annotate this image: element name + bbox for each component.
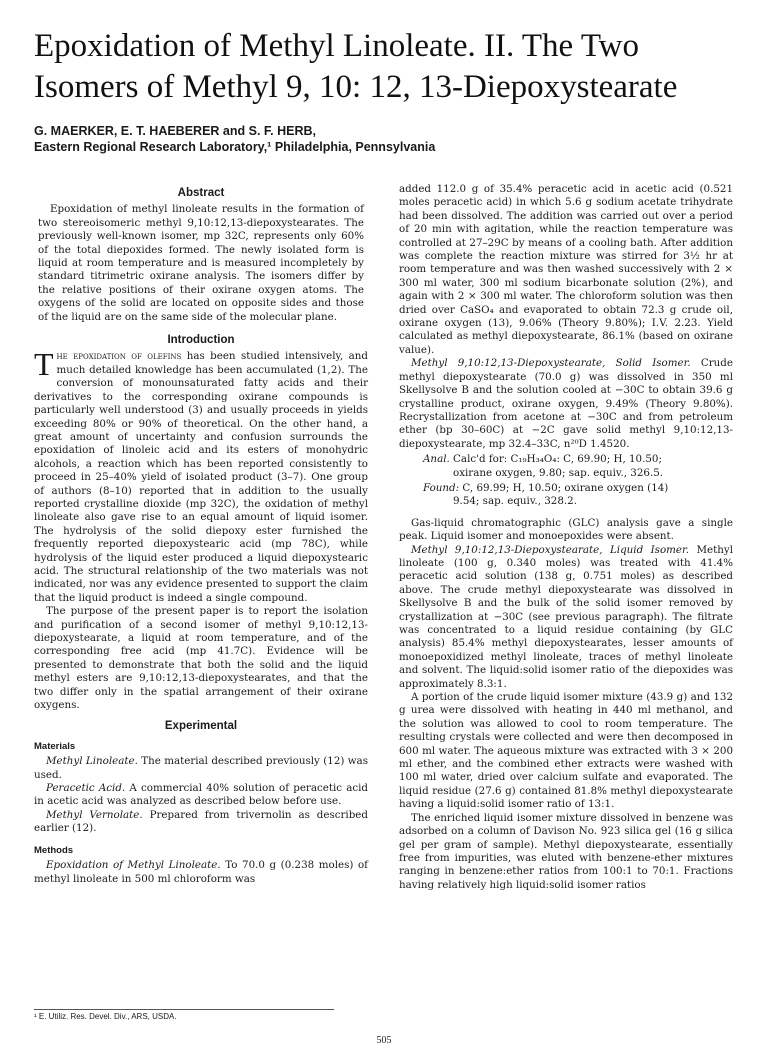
introduction-heading: Introduction xyxy=(167,334,235,347)
author-names: G. MAERKER, E. T. HAEBERER and S. F. HERB, xyxy=(34,124,316,138)
analysis-text: C, 69.99; H, 10.50; oxirane oxygen (14) xyxy=(459,481,669,494)
analysis-text: Calc'd for: C₁₉H₃₄O₄: C, 69.90; H, 10.50; xyxy=(449,453,662,466)
experimental-heading: Experimental xyxy=(164,720,238,733)
method-text: To 70.0 g (0.238 moles) of methyl linoleate in 500 ml chloroform was xyxy=(34,859,368,885)
analysis-label: Anal. xyxy=(423,453,450,466)
method-label: Epoxidation of Methyl Linoleate. xyxy=(46,859,221,872)
material-text: Prepared from trivernolin as described earlier (12). xyxy=(34,808,368,835)
analysis-text-cont: 9.54; sap. equiv., 328.2. xyxy=(453,495,578,508)
material-text: The material described previously (12) was used. xyxy=(34,755,368,781)
page-number: 505 xyxy=(376,1035,392,1046)
analysis-label: Found: xyxy=(423,481,460,494)
right-paragraph-1: added 112.0 g of 35.4% peracetic acid in acetic acid (0.521 moles peracetic acid) in which 5.6 g sodium acetate trihydrate had been dissolved. The addition was carried out over a period of 20 min with agitation, while the reaction temperature was controlled at 27–29C by means of a cooling bath. After addition was complete the reaction mixture was stirred for 3½ hr at room temperature and was then washed successively with 2 × 300 ml water, 300 ml sodium bicarbonate solution (2%), and again with 2 × 300 ml water. The chloroform solution was then dried over CaSO₄ and evaporated to obtain 72.3 g crude oil, oxirane oxygen (13), 9.06% (Theory 9.80%); I.V. 2.23. Yield calculated as methyl diepoxystearate, 86.1% (based on oxirane value). xyxy=(399,183,733,356)
material-methyl-vernolate xyxy=(34,809,368,836)
liquid-isomer-paragraph xyxy=(399,544,733,691)
solid-isomer-text: Crude methyl diepoxystearate (70.0 g) was dissolved in 350 ml Skellysolve B and the solution cooled at −30C to obtain 39.6 g crystalline product, oxirane oxygen, 9.49% (Theory 9.80%). Recrystallization from acetone at −30C and from petroleum ether (bp 30–60C) at −2C gave solid methyl 9,10:12,13-diepoxystearate, mp 32.4–33C, n²⁰D 1.4520. xyxy=(399,357,733,450)
analysis-found xyxy=(399,482,733,509)
material-label: Methyl Vernolate. xyxy=(46,808,143,821)
intro-lead: he epoxidation of olefins xyxy=(56,350,182,363)
material-label: Methyl Linoleate. xyxy=(46,755,138,768)
abstract-text: Epoxidation of methyl linoleate results in the formation of two stereoisomeric methyl 9,10:12,13-diepoxystearates. The previously well-known isomer, mp 32C, represents only 60% of the total diepoxides formed. The newly isolated form is liquid at room temperature and is measured incompletely by standard titrimetric oxirane analysis. The isomers differ by the relative positions of their oxirane oxygen atoms. The oxygens of the solid are located on opposite sides and those of the liquid are on the same side of the molecular plane. xyxy=(38,203,364,323)
liquid-isomer-label: Methyl 9,10:12,13-Diepoxystearate, Liquid Isomer. xyxy=(411,543,690,556)
solid-isomer-label: Methyl 9,10:12,13-Diepoxystearate, Solid Isomer. xyxy=(411,357,691,370)
material-peracetic-acid xyxy=(34,782,368,809)
analysis-calculated xyxy=(399,453,733,480)
right-column xyxy=(399,183,733,892)
paper-title: Epoxidation of Methyl Linoleate. II. The Two Isomers of Methyl 9, 10: 12, 13-Diepoxystearate xyxy=(34,28,678,105)
solid-isomer-paragraph xyxy=(399,357,733,451)
urea-paragraph: A portion of the crude liquid isomer mixture (43.9 g) and 132 g urea were dissolved with heating in 440 ml methanol, and the solution was allowed to cool to room temperature. The resulting crystals were collected and were then decomposed in 600 ml water. The aqueous mixture was extracted with 3 × 200 ml ether, and the combined ether extracts were washed with 100 ml water, dried over calcium sulfate and evaporated. The liquid residue (27.6 g) contained 81.8% methyl diepoxystearate having a liquid:solid isomer ratio of 13:1. xyxy=(399,691,733,811)
material-methyl-linoleate xyxy=(34,755,368,782)
introduction-paragraph-1 xyxy=(34,346,369,605)
footnote: ¹ E. Utiliz. Res. Devel. Div., ARS, USDA. xyxy=(34,1009,334,1022)
abstract-heading: Abstract xyxy=(177,187,225,199)
introduction-paragraph-2: The purpose of the present paper is to report the isolation and purification of a second isomer of methyl 9,10:12,13-diepoxystearate, a liquid at room temperature, and of the corresponding free acid (mp 41.7C). Evidence will be presented to demonstrate that both the solid and the liquid methyl esters are 9,10:12,13-diepoxystearates, and that the two differ only in the spatial arrangement of their oxirane oxygens. xyxy=(34,605,368,712)
chromatography-paragraph: The enriched liquid isomer mixture dissolved in benzene was adsorbed on a column of Davison No. 923 silica gel (16 g silica gel per gram of sample). Methyl diepoxystearate, essentially free from impurities, was eluted with benzene-ether mixtures ranging in benzene:ether ratios from 100:1 to 70:1. Fractions having relatively high liquid:solid isomer ratios xyxy=(399,811,733,891)
method-epoxidation xyxy=(34,859,368,886)
materials-heading: Materials xyxy=(34,740,76,752)
author-affiliation: Eastern Regional Research Laboratory,¹ Philadelphia, Pennsylvania xyxy=(34,140,436,154)
liquid-isomer-text: Methyl linoleate (100 g, 0.340 moles) was treated with 41.4% peracetic acid solution (138 g, 0.751 moles) as described above. The crude methyl diepoxystearate was dissolved in Skellysolve B and the bulk of the solid isomer removed by crystallization at −30C (see previous paragraph). The filtrate was concentrated to a liquid residue containing (by GLC analysis) 85.4% methyl diepoxystearates, lesser amounts of monoepoxidized methyl linoleate, traces of methyl linoleate and solvent. The liquid:solid isomer ratio of the diepoxides was approximately 8.3:1. xyxy=(399,543,733,690)
methods-heading: Methods xyxy=(34,844,74,856)
left-column xyxy=(34,187,368,886)
analysis-text-cont: oxirane oxygen, 9.80; sap. equiv., 326.5. xyxy=(453,466,664,479)
glc-paragraph: Gas-liquid chromatographic (GLC) analysis gave a single peak. Liquid isomer and monoepoxides were absent. xyxy=(399,516,733,543)
intro-p1-text: has been studied intensively, and much detailed knowledge has been accumulated (1,2). The conversion of monounsaturated fatty acids and their derivatives to the corresponding oxirane compounds is particularly well understood (3) and usually proceeds in yields exceeding 80% or 90% of theoretical. On the other hand, a great amount of uncertainty and confusion surrounds the epoxidation of linoleic acid and its esters of monohydric alcohols, a reaction which has been reported consistently to proceed in 25–40% yield of isolated product (3–7). One group of authors (8–10) reported that in addition to the usually reported crystalline dioxide (mp 32C), the oxidation of methyl linoleate also gave rise to an equal amount of liquid isomer. The hydrolysis of the solid diepoxy ester furnished the frequently reported diepoxystearic acid (mp 78C), while hydrolysis of the liquid ester produced a liquid diepoxystearic acid. The structural relationship of the two materials was not indicated, nor was any evidence presented to support the claim that the liquid product is indeed a single compound. xyxy=(34,350,369,604)
drop-cap: T xyxy=(34,346,54,383)
material-label: Peracetic Acid. xyxy=(46,782,126,795)
material-text: A commercial 40% solution of peracetic acid in acetic acid was analyzed as described below before use. xyxy=(34,782,368,808)
author-block xyxy=(34,123,734,155)
